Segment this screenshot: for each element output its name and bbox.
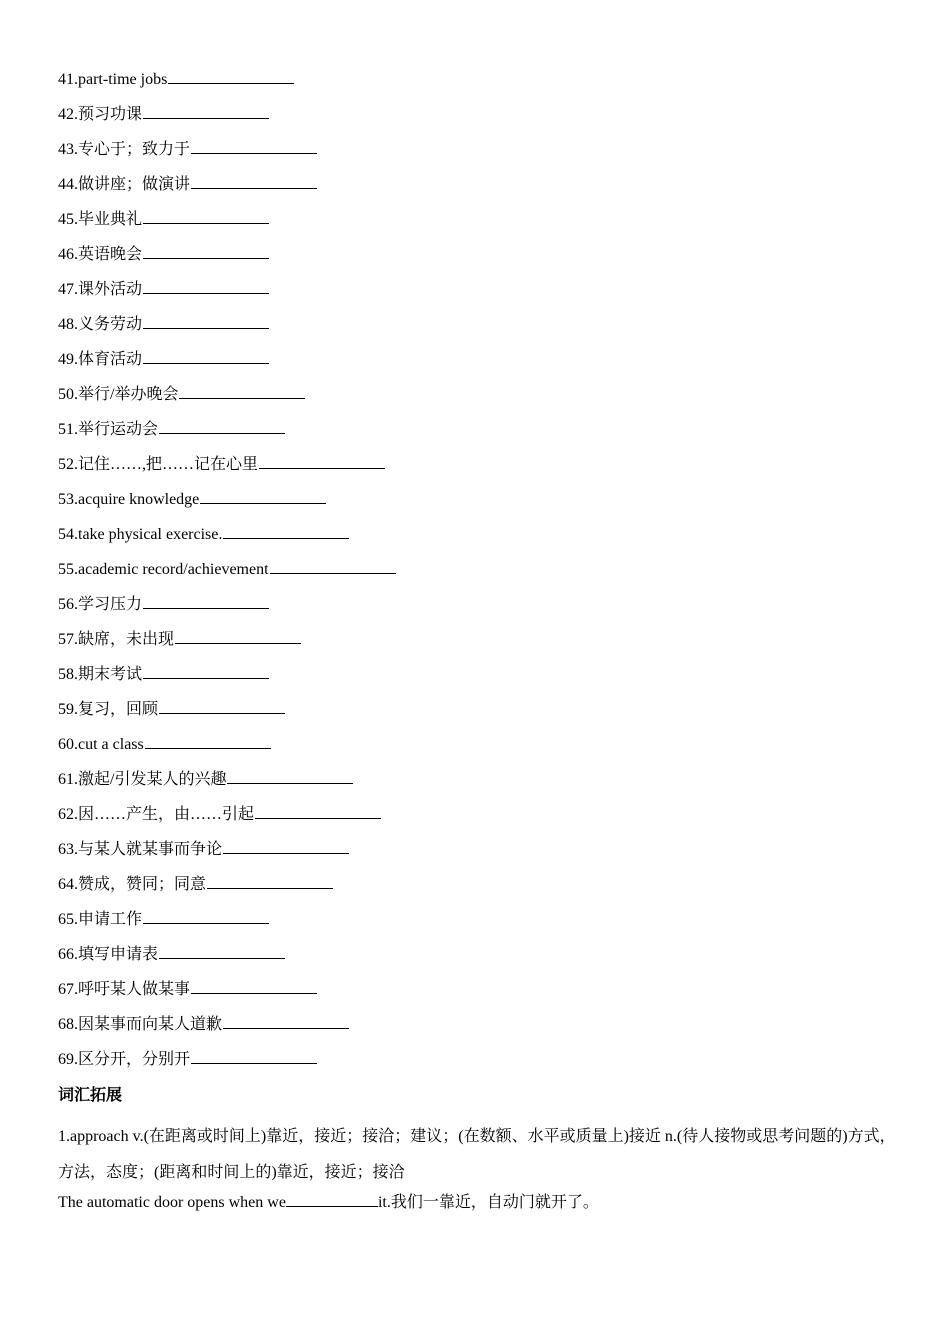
item-number: 50. <box>58 386 78 403</box>
vocab-item <box>58 944 396 979</box>
item-number: 49. <box>58 351 78 368</box>
answer-blank[interactable] <box>143 257 269 259</box>
item-text: 申请工作 <box>78 911 143 928</box>
item-text: 因某事而向某人道歉 <box>78 1016 223 1033</box>
item-number: 63. <box>58 841 78 858</box>
vocab-item <box>58 1049 396 1084</box>
vocab-item <box>58 279 396 314</box>
item-number: 57. <box>58 631 78 648</box>
vocab-item <box>58 489 396 524</box>
item-text: 赞成，赞同；同意 <box>78 876 207 893</box>
vocab-item <box>58 104 396 139</box>
answer-blank[interactable] <box>175 642 301 644</box>
vocab-item <box>58 69 396 104</box>
answer-blank[interactable] <box>145 747 271 749</box>
example-before: The automatic door opens when we <box>58 1194 286 1211</box>
vocab-item <box>58 384 396 419</box>
vocab-item <box>58 1014 396 1049</box>
item-number: 55. <box>58 561 78 578</box>
vocab-item <box>58 454 396 489</box>
item-number: 68. <box>58 1016 78 1033</box>
item-number: 59. <box>58 701 78 718</box>
vocab-item <box>58 174 396 209</box>
item-text: 毕业典礼 <box>78 211 143 228</box>
item-text: 因……产生，由……引起 <box>78 806 255 823</box>
answer-blank[interactable] <box>227 782 353 784</box>
item-text: 区分开，分别开 <box>78 1051 191 1068</box>
item-text: cut a class <box>78 736 144 753</box>
answer-blank[interactable] <box>143 362 269 364</box>
answer-blank[interactable] <box>143 677 269 679</box>
answer-blank[interactable] <box>191 992 317 994</box>
answer-blank[interactable] <box>179 397 305 399</box>
vocab-item <box>58 979 396 1014</box>
answer-blank[interactable] <box>168 82 294 84</box>
vocab-item <box>58 209 396 244</box>
answer-blank[interactable] <box>143 607 269 609</box>
item-text: 举行/举办晚会 <box>78 386 179 403</box>
item-text: take physical exercise. <box>78 526 223 543</box>
item-number: 66. <box>58 946 78 963</box>
item-text: 复习，回顾 <box>78 701 159 718</box>
vocab-item <box>58 769 396 804</box>
answer-blank[interactable] <box>270 572 396 574</box>
answer-blank[interactable] <box>159 957 285 959</box>
vocab-item <box>58 699 396 734</box>
vocab-item <box>58 594 396 629</box>
answer-blank[interactable] <box>223 537 349 539</box>
answer-blank[interactable] <box>259 467 385 469</box>
item-number: 61. <box>58 771 78 788</box>
vocab-item <box>58 524 396 559</box>
item-text: 激起/引发某人的兴趣 <box>78 771 227 788</box>
item-number: 41. <box>58 71 78 88</box>
vocab-item <box>58 664 396 699</box>
answer-blank[interactable] <box>286 1205 378 1207</box>
answer-blank[interactable] <box>143 117 269 119</box>
vocab-item <box>58 734 396 769</box>
vocab-item <box>58 874 396 909</box>
answer-blank[interactable] <box>255 817 381 819</box>
answer-blank[interactable] <box>200 502 326 504</box>
item-number: 54. <box>58 526 78 543</box>
vocab-item <box>58 314 396 349</box>
answer-blank[interactable] <box>143 922 269 924</box>
item-text: 举行运动会 <box>78 421 159 438</box>
item-text: 英语晚会 <box>78 246 143 263</box>
item-number: 60. <box>58 736 78 753</box>
answer-blank[interactable] <box>191 187 317 189</box>
item-number: 62. <box>58 806 78 823</box>
item-number: 43. <box>58 141 78 158</box>
item-text: acquire knowledge <box>78 491 200 508</box>
example-sentence <box>58 1192 599 1214</box>
item-number: 42. <box>58 106 78 123</box>
item-text: 填写申请表 <box>78 946 159 963</box>
vocab-item <box>58 559 396 594</box>
vocab-item <box>58 804 396 839</box>
vocab-item <box>58 909 396 944</box>
answer-blank[interactable] <box>223 1027 349 1029</box>
item-number: 48. <box>58 316 78 333</box>
item-number: 64. <box>58 876 78 893</box>
item-number: 47. <box>58 281 78 298</box>
item-text: 呼吁某人做某事 <box>78 981 191 998</box>
item-number: 44. <box>58 176 78 193</box>
vocab-item <box>58 839 396 874</box>
vocab-item <box>58 244 396 279</box>
item-text: 做讲座；做演讲 <box>78 176 191 193</box>
answer-blank[interactable] <box>191 152 317 154</box>
vocab-item <box>58 139 396 174</box>
example-after: it.我们一靠近，自动门就开了。 <box>377 1194 599 1211</box>
vocab-item-list <box>58 69 396 1084</box>
item-number: 51. <box>58 421 78 438</box>
item-text: 义务劳动 <box>78 316 143 333</box>
answer-blank[interactable] <box>143 222 269 224</box>
item-text: 预习功课 <box>78 106 143 123</box>
item-number: 65. <box>58 911 78 928</box>
item-text: academic record/achievement <box>78 561 269 578</box>
vocab-item <box>58 349 396 384</box>
answer-blank[interactable] <box>143 292 269 294</box>
item-text: 期末考试 <box>78 666 143 683</box>
item-number: 45. <box>58 211 78 228</box>
answer-blank[interactable] <box>223 852 349 854</box>
item-number: 67. <box>58 981 78 998</box>
answer-blank[interactable] <box>143 327 269 329</box>
item-number: 69. <box>58 1051 78 1068</box>
item-text: 课外活动 <box>78 281 143 298</box>
item-number: 58. <box>58 666 78 683</box>
item-text: 缺席，未出现 <box>78 631 175 648</box>
item-text: 体育活动 <box>78 351 143 368</box>
vocab-item <box>58 629 396 664</box>
item-number: 53. <box>58 491 78 508</box>
vocab-entry: 1.approach v.(在距离或时间上)靠近，接近；接洽；建议；(在数额、水平或质量上)接近 n.(待人接物或思考问题的)方式，方法，态度；(距离和时间上的)靠近，接近；接洽 <box>58 1128 896 1181</box>
answer-blank[interactable] <box>191 1062 317 1064</box>
item-text: 专心于；致力于 <box>78 141 191 158</box>
item-text: 与某人就某事而争论 <box>78 841 223 858</box>
item-number: 56. <box>58 596 78 613</box>
vocab-item <box>58 419 396 454</box>
item-text: 记住……,把……记在心里 <box>78 456 259 473</box>
item-text: part-time jobs <box>78 71 168 88</box>
item-number: 52. <box>58 456 78 473</box>
answer-blank[interactable] <box>159 432 285 434</box>
item-text: 学习压力 <box>78 596 143 613</box>
answer-blank[interactable] <box>159 712 285 714</box>
answer-blank[interactable] <box>207 887 333 889</box>
section-title: 词汇拓展 <box>58 1087 123 1104</box>
item-number: 46. <box>58 246 78 263</box>
